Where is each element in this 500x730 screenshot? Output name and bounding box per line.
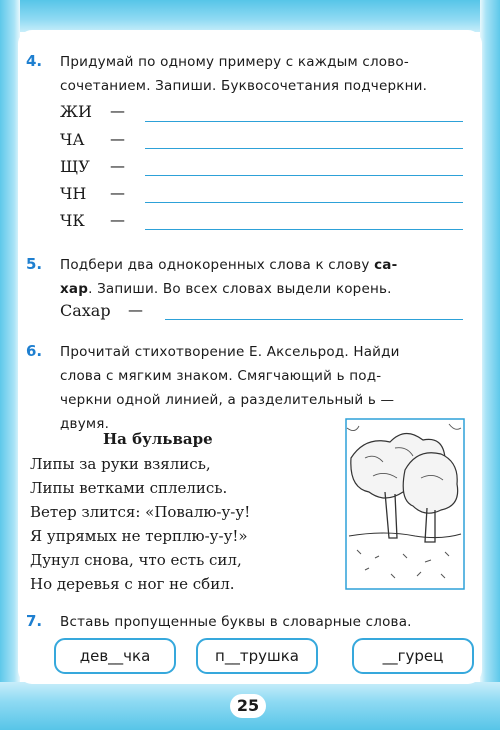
word-card-petrushka[interactable]: п__трушка xyxy=(196,638,318,674)
trees-illustration xyxy=(345,418,465,590)
poem-line: Я упрямых не терплю-у-у!» xyxy=(30,527,248,545)
answer-line-chn[interactable] xyxy=(145,202,463,203)
decorative-border-left xyxy=(0,0,20,730)
task-6-text-line-1: Прочитай стихотворение Е. Аксельрод. Найди xyxy=(60,344,400,360)
task-6-text-line-2: слова с мягким знаком. Смягчающий ь под- xyxy=(60,368,382,384)
task-6-text-line-4: двумя. xyxy=(60,416,110,432)
dash: — xyxy=(110,184,125,202)
dash: — xyxy=(110,157,125,175)
decorative-border-top xyxy=(0,0,500,32)
task-4-text-line-2: сочетанием. Запиши. Буквосочетания подчеркни. xyxy=(60,78,428,94)
poem-line: Липы за руки взялись, xyxy=(30,455,211,473)
poem-title: На бульваре xyxy=(103,430,213,448)
task-4-text-line-1: Придумай по одному примеру с каждым слово- xyxy=(60,54,409,70)
answer-line-shchu[interactable] xyxy=(145,175,463,176)
dash: — xyxy=(110,211,125,229)
answer-line-cha[interactable] xyxy=(145,148,463,149)
combo-zhi: ЖИ xyxy=(60,102,92,121)
task-7-number: 7. xyxy=(26,612,43,630)
combo-chn: ЧН xyxy=(60,184,87,203)
poem-line: Ветер злится: «Повалю-у-у! xyxy=(30,503,251,521)
task-4-number: 4. xyxy=(26,52,43,70)
task-6-text-line-3: черкни одной линией, а разделительный ь — xyxy=(60,392,395,408)
poem-line: Липы ветками сплелись. xyxy=(30,479,228,497)
combo-chk: ЧК xyxy=(60,211,85,230)
combo-shchu: ЩУ xyxy=(60,157,90,176)
task-5-text-line-1: Подбери два однокоренных слова к слову са- xyxy=(60,257,398,273)
answer-line-sakhar[interactable] xyxy=(165,319,463,320)
poem-line: Но деревья с ног не сбил. xyxy=(30,575,235,593)
answer-line-zhi[interactable] xyxy=(145,121,463,122)
page-number: 25 xyxy=(230,694,266,718)
poem-line: Дунул снова, что есть сил, xyxy=(30,551,242,569)
task-5-text-line-2: хар. Запиши. Во всех словах выдели корень. xyxy=(60,281,392,297)
dash: — xyxy=(128,301,143,319)
decorative-border-right xyxy=(480,0,500,730)
task-6-number: 6. xyxy=(26,342,43,360)
word-card-devochka[interactable]: дев__чка xyxy=(54,638,176,674)
dash: — xyxy=(110,102,125,120)
task-7-text: Вставь пропущенные буквы в словарные слова. xyxy=(60,614,412,630)
word-sakhar: Сахар xyxy=(60,301,111,320)
combo-cha: ЧА xyxy=(60,130,85,149)
word-card-ogurets[interactable]: __гурец xyxy=(352,638,474,674)
dash: — xyxy=(110,130,125,148)
answer-line-chk[interactable] xyxy=(145,229,463,230)
task-5-number: 5. xyxy=(26,255,43,273)
